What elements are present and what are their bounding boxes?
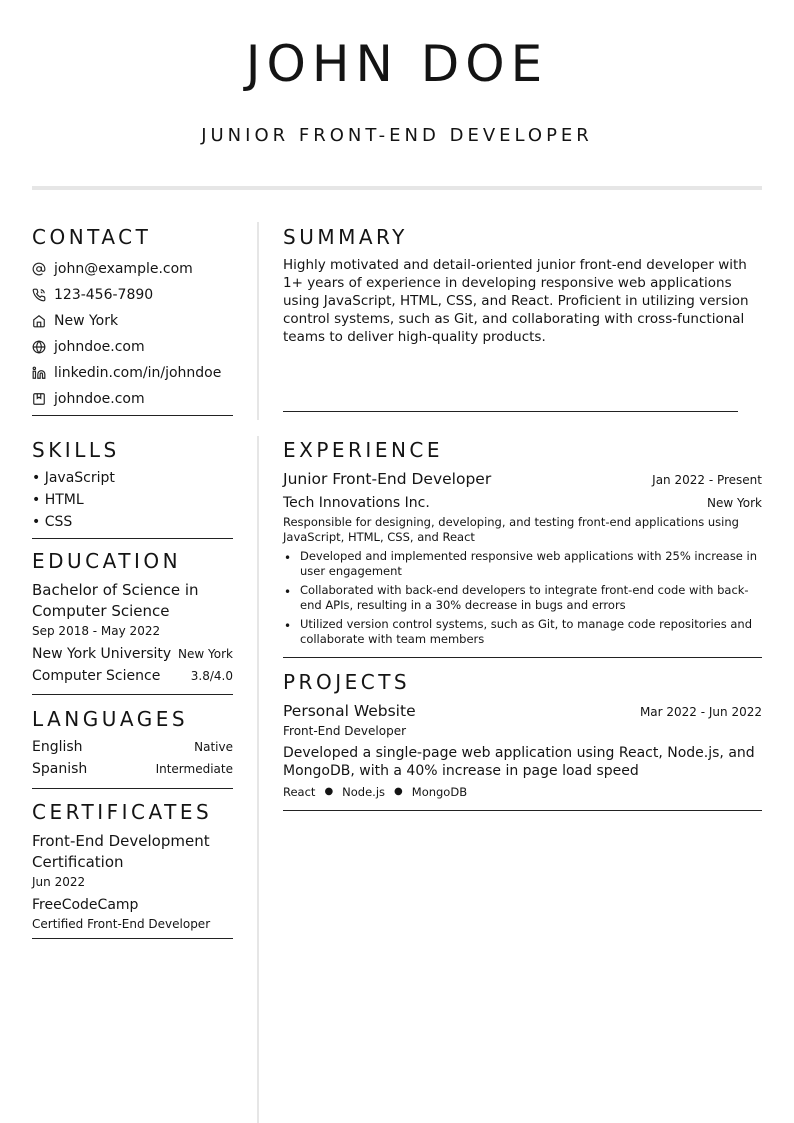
project-dates: Mar 2022 - Jun 2022 <box>639 705 762 719</box>
skill-item-label: HTML <box>44 492 84 508</box>
languages-section <box>32 706 233 789</box>
job-description: Responsible for designing, developing, and testing front-end applications using JavaScript, HTML, CSS, and React <box>283 515 739 544</box>
skill-item-label: CSS <box>44 514 73 530</box>
contact-linkedin-text: linkedin.com/in/johndoe <box>54 365 222 381</box>
project-description: Developed a single-page web application using React, Node.js, and MongoDB, with a 40% increase in page load speed <box>283 745 755 779</box>
skill-item: • JavaScript <box>32 470 115 486</box>
language-row <box>32 758 233 780</box>
contact-divider <box>32 415 233 416</box>
language-level: Native <box>194 740 233 754</box>
certificates-divider <box>32 938 233 939</box>
education-field: Computer Science <box>32 668 161 684</box>
contact-portfolio[interactable] <box>32 386 233 412</box>
language-name: English <box>32 739 83 755</box>
contact-title: CONTACT <box>32 225 152 249</box>
skill-item-label: JavaScript <box>44 470 115 486</box>
tag-separator-dot: ● <box>324 786 334 797</box>
projects-divider <box>283 810 762 811</box>
achievement-item: • Developed and implemented responsive web applications with 25% increase in user engagement <box>283 549 762 579</box>
education-divider <box>32 694 233 695</box>
tag-separator-dot: ● <box>394 786 403 797</box>
job-company: Tech Innovations Inc. <box>283 495 430 511</box>
education-location: New York <box>178 647 233 661</box>
languages-title: LANGUAGES <box>32 707 189 731</box>
candidate-role: JUNIOR FRONT-END DEVELOPER <box>201 125 593 146</box>
education-dates: Sep 2018 - May 2022 <box>32 624 161 638</box>
contact-email[interactable] <box>32 256 233 282</box>
project-tag: MongoDB <box>411 785 468 799</box>
skills-section <box>32 437 233 539</box>
contact-website[interactable] <box>32 334 233 360</box>
project-role: Front-End Developer <box>283 724 407 738</box>
contact-section <box>32 224 233 416</box>
experience-divider <box>283 657 762 658</box>
skills-divider <box>32 538 233 539</box>
portfolio-icon <box>32 392 46 406</box>
project-name: Personal Website <box>283 702 416 720</box>
certificates-section <box>32 799 233 939</box>
contact-email-text: john@example.com <box>54 261 193 277</box>
contact-location <box>32 308 233 334</box>
certificate-name: Front-End Development Certification <box>32 832 210 871</box>
column-divider-top <box>257 222 259 420</box>
job-title: Junior Front-End Developer <box>283 470 492 488</box>
contact-linkedin[interactable] <box>32 360 233 386</box>
language-name: Spanish <box>32 761 88 777</box>
skill-item: • CSS <box>32 514 73 530</box>
job-location: New York <box>707 496 762 510</box>
education-title: EDUCATION <box>32 549 182 573</box>
experience-section <box>283 437 762 658</box>
contact-phone-text: 123-456-7890 <box>54 287 154 303</box>
education-section <box>32 548 233 695</box>
contact-website-text: johndoe.com <box>54 339 145 355</box>
certificate-date: Jun 2022 <box>32 875 86 889</box>
header-divider <box>32 186 762 190</box>
achievement-item: • Collaborated with back-end developers to integrate front-end code with back-end APIs, resulting in a 30% decrease in bugs and errors <box>283 583 762 613</box>
project-tag: Node.js <box>342 785 386 799</box>
job-achievements <box>283 549 762 647</box>
project-tag: React <box>283 785 316 799</box>
contact-portfolio-text: johndoe.com <box>54 391 145 407</box>
skill-item: • HTML <box>32 492 84 508</box>
certificate-detail: Certified Front-End Developer <box>32 917 211 931</box>
languages-divider <box>32 788 233 789</box>
summary-title: SUMMARY <box>283 225 408 249</box>
project-tags <box>283 784 762 800</box>
home-icon <box>32 314 46 328</box>
job-dates: Jan 2022 - Present <box>652 473 762 487</box>
projects-title: PROJECTS <box>283 670 411 694</box>
skills-title: SKILLS <box>32 438 120 462</box>
linkedin-icon <box>32 366 46 380</box>
language-row <box>32 736 233 758</box>
certificate-issuer: FreeCodeCamp <box>32 897 139 913</box>
globe-icon <box>32 340 46 354</box>
language-level: Intermediate <box>155 762 233 776</box>
certificates-title: CERTIFICATES <box>32 800 213 824</box>
contact-phone[interactable] <box>32 282 233 308</box>
column-divider-bottom <box>257 436 259 1123</box>
phone-icon <box>32 288 46 302</box>
summary-divider <box>283 411 738 412</box>
experience-title: EXPERIENCE <box>283 438 444 462</box>
candidate-name: JOHN DOE <box>245 35 549 93</box>
achievement-item: • Utilized version control systems, such as Git, to manage code repositories and collaborate with team members <box>283 617 762 647</box>
summary-text: Highly motivated and detail-oriented junior front-end developer with 1+ years of experience in developing responsive web applications using JavaScript, HTML, CSS, and React. Proficient in utilizing version control systems, such as Git, and collaborating with cross-functional teams to deliver high-quality products. <box>283 257 749 345</box>
projects-section <box>283 669 762 811</box>
education-school: New York University <box>32 646 172 662</box>
summary-section <box>283 224 762 346</box>
at-icon <box>32 262 46 276</box>
education-gpa: 3.8/4.0 <box>190 669 233 683</box>
contact-location-text: New York <box>54 313 119 329</box>
education-degree: Bachelor of Science in Computer Science <box>32 581 199 620</box>
